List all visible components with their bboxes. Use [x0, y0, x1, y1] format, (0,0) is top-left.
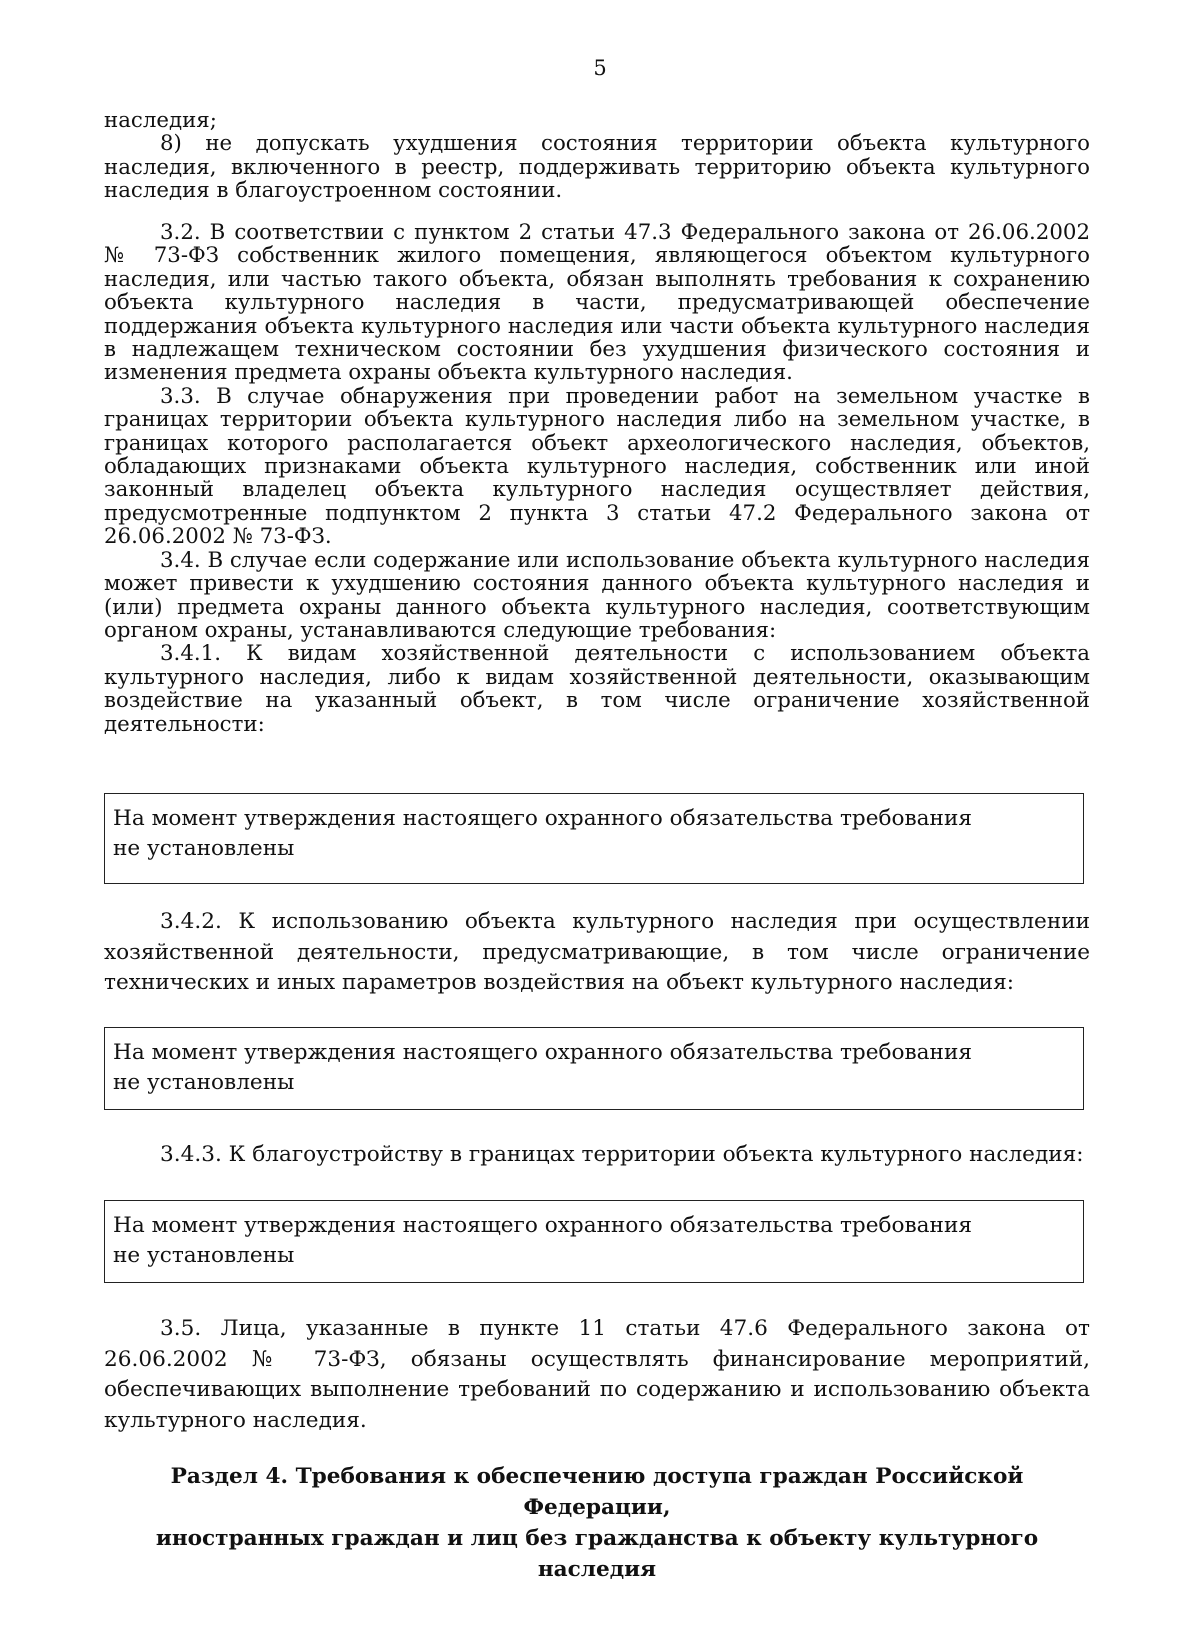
- paragraph-item-8: 8) не допускать ухудшения состояния территории объекта культурного наследия, включенного в реестр, поддерживать территорию объекта культурного наследия в благоустроенном состоянии.: [104, 131, 1090, 204]
- paragraph-3-4-2: 3.4.2. К использованию объекта культурного наследия при осуществлении хозяйственной деятельности, предусматривающие, в том числе ограничение технических и иных параметров воздействия на объект культурного наследия:: [104, 909, 1090, 995]
- requirements-box-1: [104, 793, 1084, 884]
- paragraph-continuation: наследия;: [104, 108, 217, 133]
- box-line-1: На момент утверждения настоящего охранного обязательства требования: [113, 1213, 972, 1238]
- requirements-box-3: [104, 1200, 1084, 1283]
- heading-line-2: иностранных граждан и лиц без гражданства к объекту культурного наследия: [155, 1526, 1039, 1582]
- box-line-1: На момент утверждения настоящего охранного обязательства требования: [113, 806, 972, 831]
- paragraph-3-3: 3.3. В случае обнаружения при проведении работ на земельном участке в границах территории объекта культурного наследия либо на земельном участке, в границах которого располагается объект археологического наследия, объектов, обладающих признаками объекта культурного наследия, собственник или иной законный владелец объекта культурного наследия осуществляет действия, предусмотренные подпунктом 2 пункта 3 статьи 47.2 Федерального закона от 26.06.2002 № 73-ФЗ.: [104, 383, 1090, 550]
- paragraph-3-2: 3.2. В соответствии с пунктом 2 статьи 47.3 Федерального закона от 26.06.2002 № 73-ФЗ собственник жилого помещения, являющегося объектом культурного наследия, или частью такого объекта, обязан выполнять требования к сохранению объекта культурного наследия в части, предусматривающей обеспечение поддержания объекта культурного наследия или части объекта культурного наследия в надлежащем техническом состоянии без ухудшения физического состояния и изменения предмета охраны объекта культурного наследия.: [104, 220, 1090, 386]
- paragraph-3-5-block: [104, 1314, 1090, 1436]
- paragraph-3-5: 3.5. Лица, указанные в пункте 11 статьи 47.6 Федерального закона от 26.06.2002 № 73-ФЗ, обязаны осуществлять финансирование мероприятий, обеспечивающих выполнение требований по содержанию и использованию объекта культурного наследия.: [104, 1316, 1090, 1433]
- box-line-1: На момент утверждения настоящего охранного обязательства требования: [113, 1040, 972, 1065]
- box-line-2: не установлены: [113, 1243, 295, 1268]
- heading-line-1: Раздел 4. Требования к обеспечению доступа граждан Российской Федерации,: [170, 1464, 1024, 1520]
- page-number: 5: [593, 56, 607, 80]
- paragraph-3-4-1: 3.4.1. К видам хозяйственной деятельности с использованием объекта культурного наследия, либо к видам хозяйственной деятельности, оказывающим воздействие на указанный объект, в том числе ограничение хозяйственной деятельности:: [104, 641, 1090, 737]
- paragraph-3-4: 3.4. В случае если содержание или использование объекта культурного наследия может привести к ухудшению состояния данного объекта культурного наследия и (или) предмета охраны данного объекта культурного наследия, соответствующим органом охраны, устанавливаются следующие требования:: [104, 547, 1090, 643]
- paragraph-3-4-3: 3.4.3. К благоустройству в границах территории объекта культурного наследия:: [160, 1142, 1084, 1167]
- paragraph-3-4-2-block: [104, 907, 1090, 999]
- section-4-heading: [104, 1461, 1090, 1585]
- box-line-2: не установлены: [113, 1070, 295, 1095]
- paragraph-3-4-3-block: [104, 1140, 1090, 1171]
- section-3-text: [104, 221, 1090, 736]
- top-text: [104, 109, 1090, 203]
- box-line-2: не установлены: [113, 836, 295, 861]
- requirements-box-2: [104, 1027, 1084, 1110]
